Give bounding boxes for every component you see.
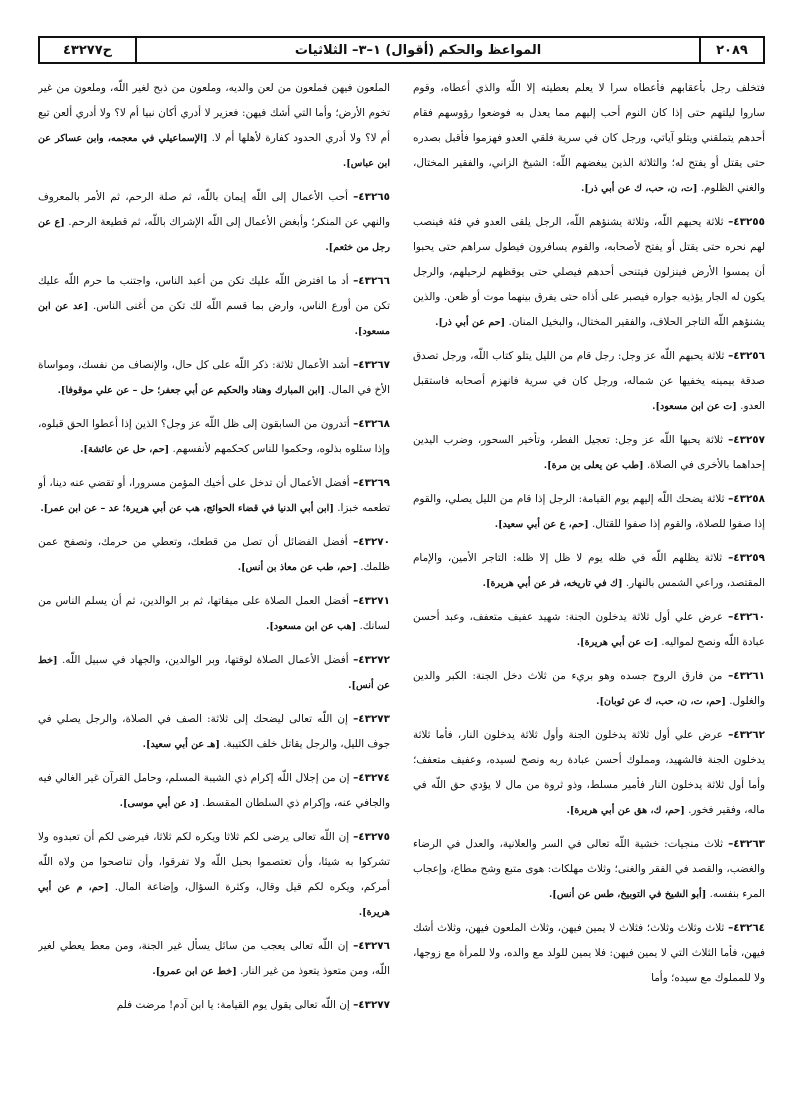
page-number: ٢٠٨٩ (699, 38, 763, 62)
hadith-text: إن اللّه تعالى يرضى لكم ثلاثا ويكره لكم ثلاثا، فيرضى لكم أن تعبدوه ولا تشركوا به شيئا، وأن تعتصموا بحبل اللّه ولا تفرقوا، وأن تناصحوا من ولاه اللّه أمركم، ويكره لكم قيل وقال، وكثرة السؤال، وإضاعة المال. (38, 831, 390, 893)
running-title: المواعظ والحكم (أقوال) ١–٣– الثلاثيات (294, 42, 542, 58)
hadith-text: إن من إجلال اللّه إكرام ذي الشيبة المسلم، وحامل القرآن غير الغالي فيه والجافي عنه، وإكرام ذي السلطان المقسط. (38, 772, 390, 809)
hadith-text: ثلاثة يضحك اللّه إليهم يوم القيامة: الرجل إذا قام من الليل يصلي، والقوم إذا صفوا للصلاة، والقوم إذا صفوا للقتال. (413, 493, 765, 530)
hadith-number: ٤٣٢٦١– (728, 670, 765, 682)
hadith-text: عرض علي أول ثلاثة يدخلون الجنة وأول ثلاثة يدخلون النار، فأما ثلاثة يدخلون الجنة فالشهيد، ومملوك أحسن عبادة ربه ونصح لسيده، وعفيف متعفف؛ وأما أول ثلاثة يدخلون النار فأمير مسلط، وذو ثروة من مال لا يؤدي حق اللّه في ماله، وفقير فخور. (413, 729, 765, 816)
hadith-entry (38, 185, 390, 260)
hadith-source: [خط عن أنس]. (38, 655, 390, 691)
hadith-source: [حم عن أبي ذر]. (435, 317, 506, 328)
hadith-number: ٤٣٢٦٢– (728, 729, 765, 741)
hadith-number: ٤٣٢٦٥– (353, 191, 390, 203)
hadith-entry (413, 210, 765, 335)
left-column (38, 76, 390, 1096)
hadith-source: [حم، طب عن معاذ بن أنس]. (237, 562, 357, 573)
hadith-text: فتخلف رجل بأعقابهم فأعطاه سرا لا يعلم بعطيته إلا اللّه والذي أعطاه، وقوم ساروا ليلتهم حتى إذا كان النوم أحب إليهم مما يعدل به فوضعوا رؤوسهم فقام أحدهم يتملقني ويتلو آياتي، ورجل كان في سرية فلقي العدو فهزموا فأقبل بصدره حتى يقتل أو يفتح له؛ والثلاثة الذين يبغضهم اللّه: الشيخ الزاني، والفقير المختال، والغني الظلوم. (413, 82, 765, 194)
hadith-text: أتدرون من السابقون إلى ظل اللّه عز وجل؟ الذين إذا أعطوا الحق قبلوه، وإذا سئلوه بذلوه، وحكموا للناس كحكمهم لأنفسهم. (38, 418, 390, 455)
hadith-number: ٤٣٢٧٣– (353, 713, 390, 725)
hadith-entry (413, 76, 765, 201)
hadith-number: ٤٣٢٦٠– (728, 611, 765, 623)
hadith-entry (413, 344, 765, 419)
hadith-source: [خط عن ابن عمرو]. (152, 966, 237, 977)
hadith-number: ٤٣٢٦٧– (353, 359, 390, 371)
hadith-text: ثلاثة يظلهم اللّه في ظله يوم لا ظل إلا ظله: التاجر الأمين، والإمام المقتصد، وراعي الشمس بالنهار. (413, 552, 765, 589)
hadith-entry (38, 934, 390, 984)
hadith-range: ح٤٣٢٧٧ (40, 38, 137, 62)
hadith-text: إن اللّه تعالى يعجب من سائل يسأل غير الجنة، ومن معط يعطي لغير اللّه، ومن متعوذ يتعوذ من غير النار. (38, 940, 390, 977)
hadith-text: ثلاثة يحبها اللّه عز وجل: تعجيل الفطر، وتأخير السحور، وضرب اليدين إحداهما بالأخرى في الصلاة. (413, 434, 765, 471)
hadith-number: ٤٣٢٧٥– (353, 831, 390, 843)
hadith-number: ٤٣٢٧١– (353, 595, 390, 607)
hadith-source: [حم، ك، هق عن أبي هريرة]. (566, 805, 685, 816)
hadith-number: ٤٣٢٦٣– (728, 838, 765, 850)
hadith-entry (413, 487, 765, 537)
hadith-text: ثلاثة يحبهم اللّه، وثلاثة يشنؤهم اللّه، الرجل يلقى العدو في فئة فينصب لهم نحره حتى يقتل أو يفتح لأصحابه، والقوم يسافرون فيطول سراهم حتى يحبوا أن يمسوا الأرض فينزلون فيتنحى أحدهم فيصلي حتى يوقظهم لرحيلهم، والرجل يكون له الجار يؤذيه جواره فيصبر على أذاه حتى يفرق بينهما موت أو ظعن. والذين يشنؤهم اللّه التاجر الحلاف، والفقير المختال، والبخيل المنان. (413, 216, 765, 328)
hadith-number: ٤٣٢٥٥– (728, 216, 765, 228)
hadith-number: ٤٣٢٧٧– (353, 999, 390, 1011)
hadith-entry (38, 471, 390, 521)
hadith-entry (38, 648, 390, 698)
hadith-entry (413, 723, 765, 823)
hadith-number: ٤٣٢٧٤– (353, 772, 390, 784)
hadith-source: [هب عن ابن مسعود]. (265, 621, 357, 632)
hadith-text: أد ما افترض اللّه عليك تكن من أعبد الناس، واجتنب ما حرم اللّه عليك تكن من أورع الناس، وارض بما قسم اللّه لك تكن من أغنى الناس. (38, 275, 390, 312)
hadith-text: من فارق الروح جسده وهو بريء من ثلاث دخل الجنة: الكبر والدين والغلول. (413, 670, 765, 707)
hadith-text: أفضل الفضائل أن تصل من قطعك، وتعطي من حرمك، وتصفح عمن ظلمك. (38, 536, 390, 573)
hadith-entry (38, 589, 390, 639)
hadith-text: الملعون فيهن فملعون من لعن والديه، وملعون من ذبح لغير اللّه، وملعون من غير تخوم الأرض؛ وأما التي أشك فيهن: فعزير لا أدري أكان نبيا أم لا؟ ولا أدري ألعن تبع أم لا؟ ولا أدري الحدود كفارة لأهلها أم لا. (38, 82, 390, 144)
hadith-entry (38, 76, 390, 176)
hadith-source: [ك في تاريخه، فر عن أبي هريرة]. (482, 578, 623, 589)
hadith-source: [ت، ن، حب، ك عن أبي ذر]. (581, 183, 698, 194)
hadith-entry (38, 530, 390, 580)
hadith-number: ٤٣٢٥٦– (728, 350, 765, 362)
hadith-source: [عد عن ابن مسعود]. (38, 301, 390, 337)
hadith-text: عرض علي أول ثلاثة يدخلون الجنة: شهيد عفيف متعفف، وعبد أحسن عبادة اللّه ونصح لمواليه. (413, 611, 765, 648)
hadith-entry (413, 916, 765, 991)
hadith-number: ٤٣٢٧٦– (353, 940, 390, 952)
hadith-entry (38, 707, 390, 757)
hadith-entry (413, 546, 765, 596)
hadith-entry (413, 664, 765, 714)
hadith-source: [حم، ع عن أبي سعيد]. (494, 519, 589, 530)
hadith-source: [ابن المبارك وهناد والحكيم عن أبي جعفر؛ حل – عن علي موقوفا]. (57, 385, 325, 396)
hadith-source: [ت عن ابن مسعود]. (652, 401, 737, 412)
hadith-text: إن اللّه تعالى ليضحك إلى ثلاثة: الصف في الصلاة، والرجل يصلي في جوف الليل، والرجل يقاتل خلف الكتيبة. (38, 713, 390, 750)
hadith-entry (413, 605, 765, 655)
hadith-number: ٤٣٢٥٧– (728, 434, 765, 446)
hadith-source: [أبو الشيخ في التوبيخ، طس عن أنس]. (548, 889, 707, 900)
hadith-number: ٤٣٢٦٦– (353, 275, 390, 287)
hadith-text: ثلاثة يحبهم اللّه عز وجل: رجل قام من الليل يتلو كتاب اللّه، ورجل تصدق صدقة بيمينه يخفيها عن شماله، ورجل كان في سرية فانهزم أصحابه فاستقبل العدو. (413, 350, 765, 412)
hadith-entry (38, 412, 390, 462)
hadith-number: ٤٣٢٦٩– (353, 477, 390, 489)
page-header (38, 36, 765, 64)
hadith-text: أشد الأعمال ثلاثة: ذكر اللّه على كل حال، والإنصاف من نفسك، ومواساة الأخ في المال. (38, 359, 390, 396)
hadith-text: ثلاث منجيات: خشية اللّه تعالى في السر والعلانية، والعدل في الرضاء والغضب، والقصد في الفقر والغنى؛ وثلاث مهلكات: هوى متبع وشح مطاع، وإعجاب المرء بنفسه. (413, 838, 765, 900)
hadith-source: [طب عن يعلى بن مرة]. (543, 460, 644, 471)
hadith-entry (38, 766, 390, 816)
hadith-text: أحب الأعمال إلى اللّه إيمان باللّه، ثم صلة الرحم، ثم الأمر بالمعروف والنهي عن المنكر؛ وأبغض الأعمال إلى اللّه الإشراك باللّه، ثم قطيعة الرحم. (38, 191, 390, 228)
hadith-entry (38, 353, 390, 403)
right-column (413, 76, 765, 1096)
hadith-entry (38, 825, 390, 925)
hadith-source: [ابن أبي الدنيا في قضاء الحوائج، هب عن أبي هريرة؛ عد – عن ابن عمر]. (40, 503, 334, 514)
hadith-number: ٤٣٢٥٩– (728, 552, 765, 564)
hadith-text: إن اللّه تعالى يقول يوم القيامة: يا ابن آدم! مرضت فلم (116, 999, 350, 1011)
hadith-source: [حم، ت، ن، حب، ك عن ثوبان]. (596, 696, 726, 707)
hadith-number: ٤٣٢٥٨– (728, 493, 765, 505)
hadith-number: ٤٣٢٦٤– (728, 922, 765, 934)
hadith-number: ٤٣٢٧٠– (353, 536, 390, 548)
hadith-text: أفضل الأعمال أن تدخل على أخيك المؤمن مسرورا، أو تقضي عنه دينا، أو تطعمه خبزا. (38, 477, 390, 514)
hadith-entry (413, 832, 765, 907)
hadith-source: [ت عن أبي هريرة]. (576, 637, 658, 648)
hadith-number: ٤٣٢٧٢– (353, 654, 390, 666)
hadith-entry (38, 993, 390, 1018)
hadith-text: أفضل العمل الصلاة على ميقاتها، ثم بر الوالدين، ثم أن يسلم الناس من لسانك. (38, 595, 390, 632)
hadith-source: [الإسماعيلي في معجمه، وابن عساكر عن ابن عباس]. (38, 133, 390, 169)
page-body (38, 76, 765, 1096)
hadith-text: أفضل الأعمال الصلاة لوقتها، وبر الوالدين، والجهاد في سبيل اللّه. (61, 654, 349, 666)
hadith-source: [د عن أبي موسى]. (119, 798, 199, 809)
hadith-source: [حم، م عن أبي هريرة]. (38, 882, 390, 918)
hadith-entry (413, 428, 765, 478)
hadith-text: ثلاث وثلاث وثلاث؛ فثلاث لا يمين فيهن، وثلاث الملعون فيهن، وثلاث أشك فيهن، فأما الثلاث التي لا يمين فيهن: فلا يمين للولد مع والده، ولا للمرأة مع زوجها، ولا للمملوك مع سيده؛ وأما (413, 922, 765, 984)
hadith-source: [حم، حل عن عائشة]. (80, 444, 170, 455)
hadith-source: [ع عن رجل من خثعم]. (38, 217, 390, 253)
hadith-source: [هـ عن أبي سعيد]. (142, 739, 220, 750)
hadith-number: ٤٣٢٦٨– (353, 418, 390, 430)
hadith-entry (38, 269, 390, 344)
